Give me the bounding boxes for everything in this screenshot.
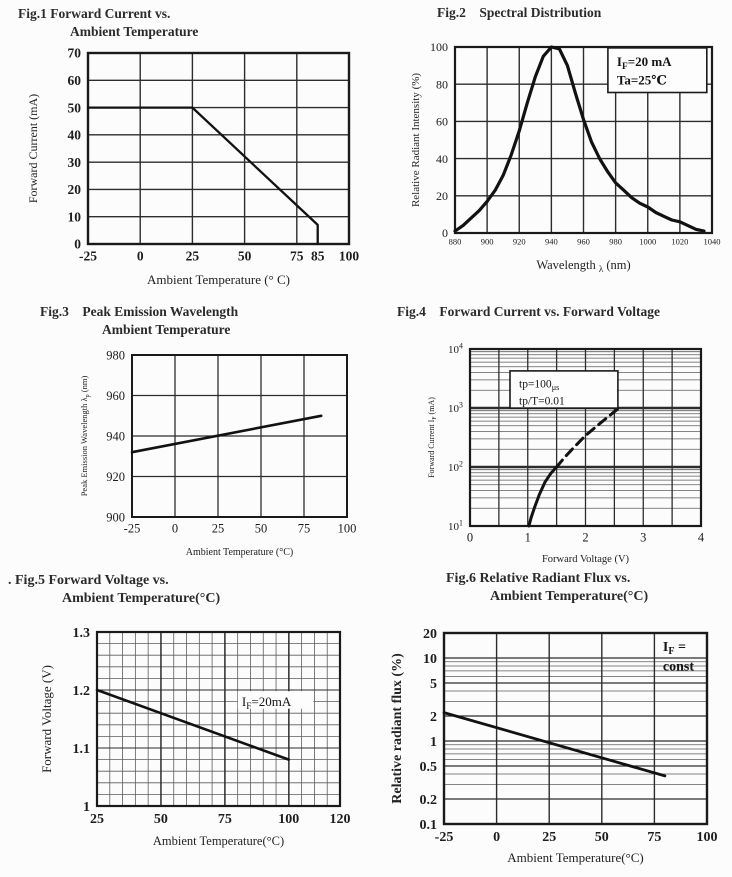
svg-text:60: 60: [67, 73, 81, 88]
svg-text:25: 25: [211, 521, 225, 536]
svg-text:2: 2: [582, 530, 589, 545]
svg-text:Ambient Temperature(°C): Ambient Temperature(°C): [507, 850, 644, 865]
svg-text:0: 0: [493, 830, 501, 845]
svg-text:Ambient Temperature (°C): Ambient Temperature (°C): [185, 547, 294, 558]
svg-text:tp=100μs: $tp=100_{\mu s}$: [519, 378, 560, 392]
figure-3-title-line1: Fig.3 Peak Emission Wavelength: [40, 304, 239, 319]
svg-text:75: 75: [217, 812, 232, 827]
svg-text:85: 85: [310, 248, 325, 264]
svg-text:20: 20: [423, 626, 437, 642]
svg-text:-25: -25: [79, 248, 97, 264]
figure-6-chart: [370, 620, 732, 870]
svg-text:1020: 1020: [671, 236, 689, 247]
svg-text:960: 960: [577, 236, 590, 247]
svg-text:25: 25: [542, 830, 557, 845]
svg-text:1: 1: [83, 799, 90, 815]
figure-1-title-line1: Fig.1 Forward Current vs.: [18, 6, 171, 21]
svg-text:980: 980: [106, 348, 125, 363]
svg-text:Relative Radiant Intensity (%): Relative Radiant Intensity (%): [410, 72, 422, 208]
svg-text:-25: -25: [123, 521, 141, 536]
svg-text:75: 75: [290, 248, 304, 264]
svg-text:20: 20: [67, 182, 81, 198]
svg-text:1.2: 1.2: [72, 683, 90, 699]
svg-text:75: 75: [647, 830, 662, 845]
svg-text:2: 2: [430, 709, 437, 725]
svg-text:100: 100: [278, 812, 300, 827]
svg-text:25: 25: [185, 248, 200, 264]
svg-text:0: 0: [136, 248, 144, 264]
svg-text:0.1: 0.1: [419, 817, 437, 833]
svg-text:50: 50: [594, 830, 609, 845]
figure-5-title-line2: Ambient Temperature(°C): [62, 591, 221, 607]
svg-text:IF=20 mA: $I_F=20$ mA: [616, 53, 672, 72]
svg-text:0: 0: [466, 530, 474, 545]
svg-text:30: 30: [67, 154, 81, 170]
figure-6-title-line2: Ambient Temperature(°C): [490, 589, 649, 605]
svg-text:1.3: 1.3: [72, 625, 90, 641]
svg-text:900: 900: [106, 510, 125, 525]
svg-text:880: 880: [448, 236, 462, 247]
svg-text:10: 10: [423, 651, 437, 667]
svg-text:1: 1: [430, 734, 437, 750]
svg-text:IF =: $I_F$ =: [662, 639, 687, 657]
svg-text:-25: -25: [434, 830, 454, 845]
svg-text:1.1: 1.1: [72, 741, 90, 757]
figure-3-title-line2: Ambient Temperature: [102, 321, 231, 337]
svg-text:0.2: 0.2: [419, 792, 437, 808]
svg-text:Forward Current (mA): Forward Current (mA): [26, 93, 40, 204]
svg-text:1: 1: [524, 530, 531, 545]
svg-text:100: 100: [696, 830, 718, 845]
svg-text:101: $10^1$: [448, 518, 463, 533]
figure-4-title-line1: Fig.4 Forward Current vs. Forward Voltage: [397, 304, 660, 319]
svg-text:50: 50: [67, 100, 81, 116]
svg-text:tp/T=0.01: tp/T=0.01: [519, 395, 565, 408]
svg-text:60: 60: [436, 114, 448, 129]
svg-text:900: 900: [480, 236, 494, 247]
figure-1-title-line2: Ambient Temperature: [70, 23, 199, 39]
svg-text:104: $10^4$: [448, 341, 463, 356]
svg-text:1000: 1000: [639, 236, 657, 247]
svg-text:Ambient Temperature (° C): Ambient Temperature (° C): [146, 272, 291, 287]
svg-text:10: 10: [67, 209, 81, 225]
svg-text:100: 100: [430, 40, 448, 55]
svg-text:Forward Voltage (V): Forward Voltage (V): [39, 665, 54, 773]
figure-6-title-line1: Fig.6 Relative Radiant Flux vs.: [446, 571, 631, 586]
svg-text:50: 50: [237, 248, 252, 264]
svg-text:5: 5: [430, 676, 437, 692]
svg-text:3: 3: [640, 530, 647, 545]
svg-text:20: 20: [436, 189, 448, 203]
svg-text:70: 70: [67, 45, 81, 61]
svg-text:const: const: [662, 659, 695, 675]
svg-text:Ta=25℃: Ta=25℃: [616, 72, 667, 88]
svg-text:102: $10^2$: [448, 459, 463, 474]
svg-text:40: 40: [67, 127, 81, 143]
figure-5-title-line1: . Fig.5 Forward Voltage vs.: [8, 573, 169, 588]
svg-text:0: 0: [442, 226, 448, 241]
svg-text:103: $10^3$: [448, 400, 463, 415]
svg-text:980: 980: [609, 236, 622, 247]
svg-text:IF=20mA: $I_F=20mA$: [241, 694, 292, 713]
svg-text:50: 50: [153, 812, 168, 827]
figure-6-title: [446, 570, 648, 607]
svg-text:940: 940: [106, 429, 125, 444]
svg-text:Peak Emission Wavelength λp (: Peak Emission Wavelength $\lambda_p$ (nm): [79, 375, 91, 497]
svg-text:25: 25: [90, 812, 104, 827]
svg-text:4: 4: [697, 530, 705, 545]
svg-text:50: 50: [254, 521, 268, 536]
svg-text:80: 80: [436, 77, 448, 92]
svg-text:0: 0: [74, 236, 81, 252]
svg-text:75: 75: [297, 521, 311, 536]
figure-2-title-line1: Fig.2 Spectral Distribution: [437, 5, 602, 20]
svg-text:920: 920: [512, 236, 526, 247]
svg-text:0.5: 0.5: [419, 759, 437, 775]
svg-text:Forward Voltage (V): Forward Voltage (V): [541, 554, 630, 565]
svg-text:1040: 1040: [703, 236, 721, 247]
svg-text:120: 120: [329, 812, 351, 827]
svg-text:960: 960: [106, 388, 125, 403]
svg-text:Forward Current IF (mA): Forward Current $I_F$ (mA): [427, 397, 438, 478]
svg-text:920: 920: [106, 469, 125, 484]
svg-text:0: 0: [171, 521, 179, 536]
svg-text:100: 100: [337, 521, 357, 536]
svg-text:940: 940: [545, 236, 558, 247]
svg-text:Relative radiant flux (%): Relative radiant flux (%): [390, 653, 405, 804]
svg-text:Wavelength λ (nm): Wavelength $_\lambda$ (nm): [536, 258, 631, 274]
svg-text:100: 100: [338, 248, 360, 264]
svg-text:Ambient Temperature(°C): Ambient Temperature(°C): [152, 834, 285, 848]
svg-text:40: 40: [436, 151, 448, 166]
